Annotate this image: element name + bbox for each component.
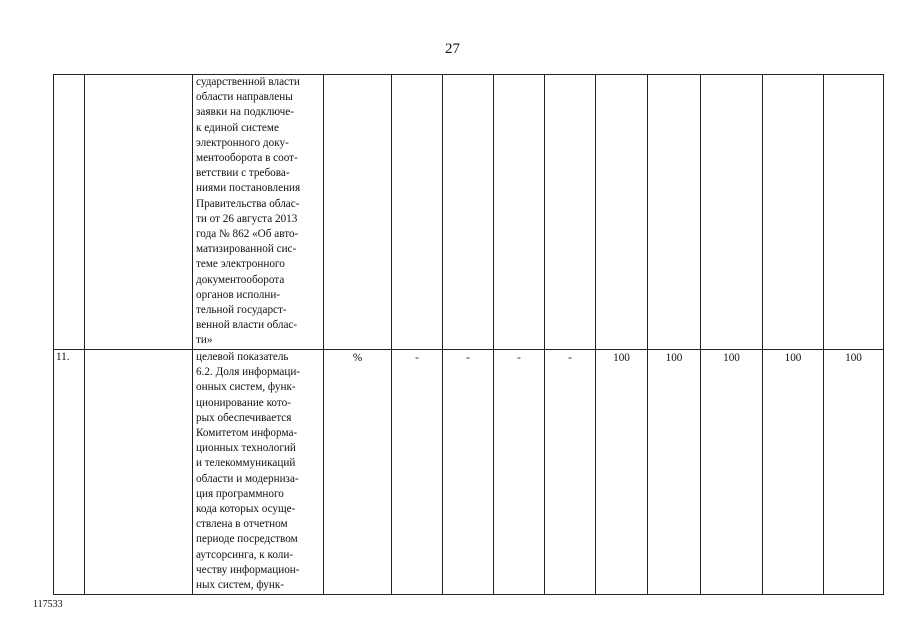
value-cell: 100 <box>763 350 824 595</box>
value-cell <box>763 75 824 350</box>
text-line: к единой системе <box>196 121 279 134</box>
value-cell: 100 <box>824 350 884 595</box>
text-line: ти» <box>196 334 213 347</box>
text-line: рых обеспечивается <box>196 411 292 424</box>
value-cell <box>443 75 494 350</box>
row-number-cell <box>54 75 85 350</box>
value-cell: - <box>443 350 494 595</box>
program-cell <box>85 75 193 350</box>
text-line: ветствии с требова- <box>196 167 290 180</box>
value-cell <box>494 75 545 350</box>
text-line: ных систем, функ- <box>196 579 285 592</box>
text-line: ствлена в отчетном <box>196 518 288 531</box>
value-cell: 100 <box>596 350 648 595</box>
text-line: тельной государст- <box>196 304 287 317</box>
text-line: Комитетом информа- <box>196 427 298 440</box>
text-line: честву информацион- <box>196 563 300 576</box>
text-line: года № 862 «Об авто- <box>196 228 299 241</box>
text-line: матизированной сис- <box>196 243 297 256</box>
indicator-description-cell <box>193 75 324 350</box>
page-number: 27 <box>445 41 460 57</box>
value-cell <box>701 75 763 350</box>
text-line: ция программного <box>196 487 284 500</box>
text-line: Правительства облас- <box>196 197 300 210</box>
text-line: органов исполни- <box>196 288 281 301</box>
value-cell <box>596 75 648 350</box>
text-line: ниями постановления <box>196 182 301 195</box>
text-line: электронного доку- <box>196 136 289 149</box>
program-cell <box>85 350 193 595</box>
unit-cell <box>324 75 392 350</box>
text-line: области направлены <box>196 91 293 104</box>
value-cell: - <box>494 350 545 595</box>
text-line: периоде посредством <box>196 533 298 546</box>
indicator-description-cell <box>193 350 324 595</box>
text-line: ционных технологий <box>196 442 296 455</box>
text-line: целевой показатель <box>196 351 289 363</box>
text-line: теме электронного <box>196 258 285 271</box>
value-cell: 100 <box>648 350 701 595</box>
text-line: аутсорсинга, к коли- <box>196 548 294 561</box>
text-line: ментооборота в соот- <box>196 152 298 165</box>
value-cell <box>648 75 701 350</box>
text-line: сударственной власти <box>196 76 300 88</box>
text-line: и телекоммуникаций <box>196 457 296 470</box>
value-cell <box>545 75 596 350</box>
text-line: заявки на подключе- <box>196 106 294 119</box>
row-number-cell: 11. <box>54 350 85 595</box>
value-cell <box>392 75 443 350</box>
footer-document-code: 117533 <box>33 599 63 610</box>
value-cell <box>824 75 884 350</box>
table-row <box>54 75 884 350</box>
text-line: ционирование кото- <box>196 396 291 409</box>
text-line: венной власти облас- <box>196 319 298 332</box>
indicator-table <box>53 74 884 595</box>
text-line: ти от 26 августа 2013 <box>196 212 298 225</box>
text-line: 6.2. Доля информаци- <box>196 366 301 379</box>
unit-cell: % <box>324 350 392 595</box>
text-line: онных систем, функ- <box>196 381 296 394</box>
text-line: документооборота <box>196 273 285 286</box>
value-cell: - <box>392 350 443 595</box>
text-line: кода которых осуще- <box>196 503 296 516</box>
value-cell: - <box>545 350 596 595</box>
table-row <box>54 350 884 595</box>
text-line: области и модерниза- <box>196 472 299 485</box>
value-cell: 100 <box>701 350 763 595</box>
